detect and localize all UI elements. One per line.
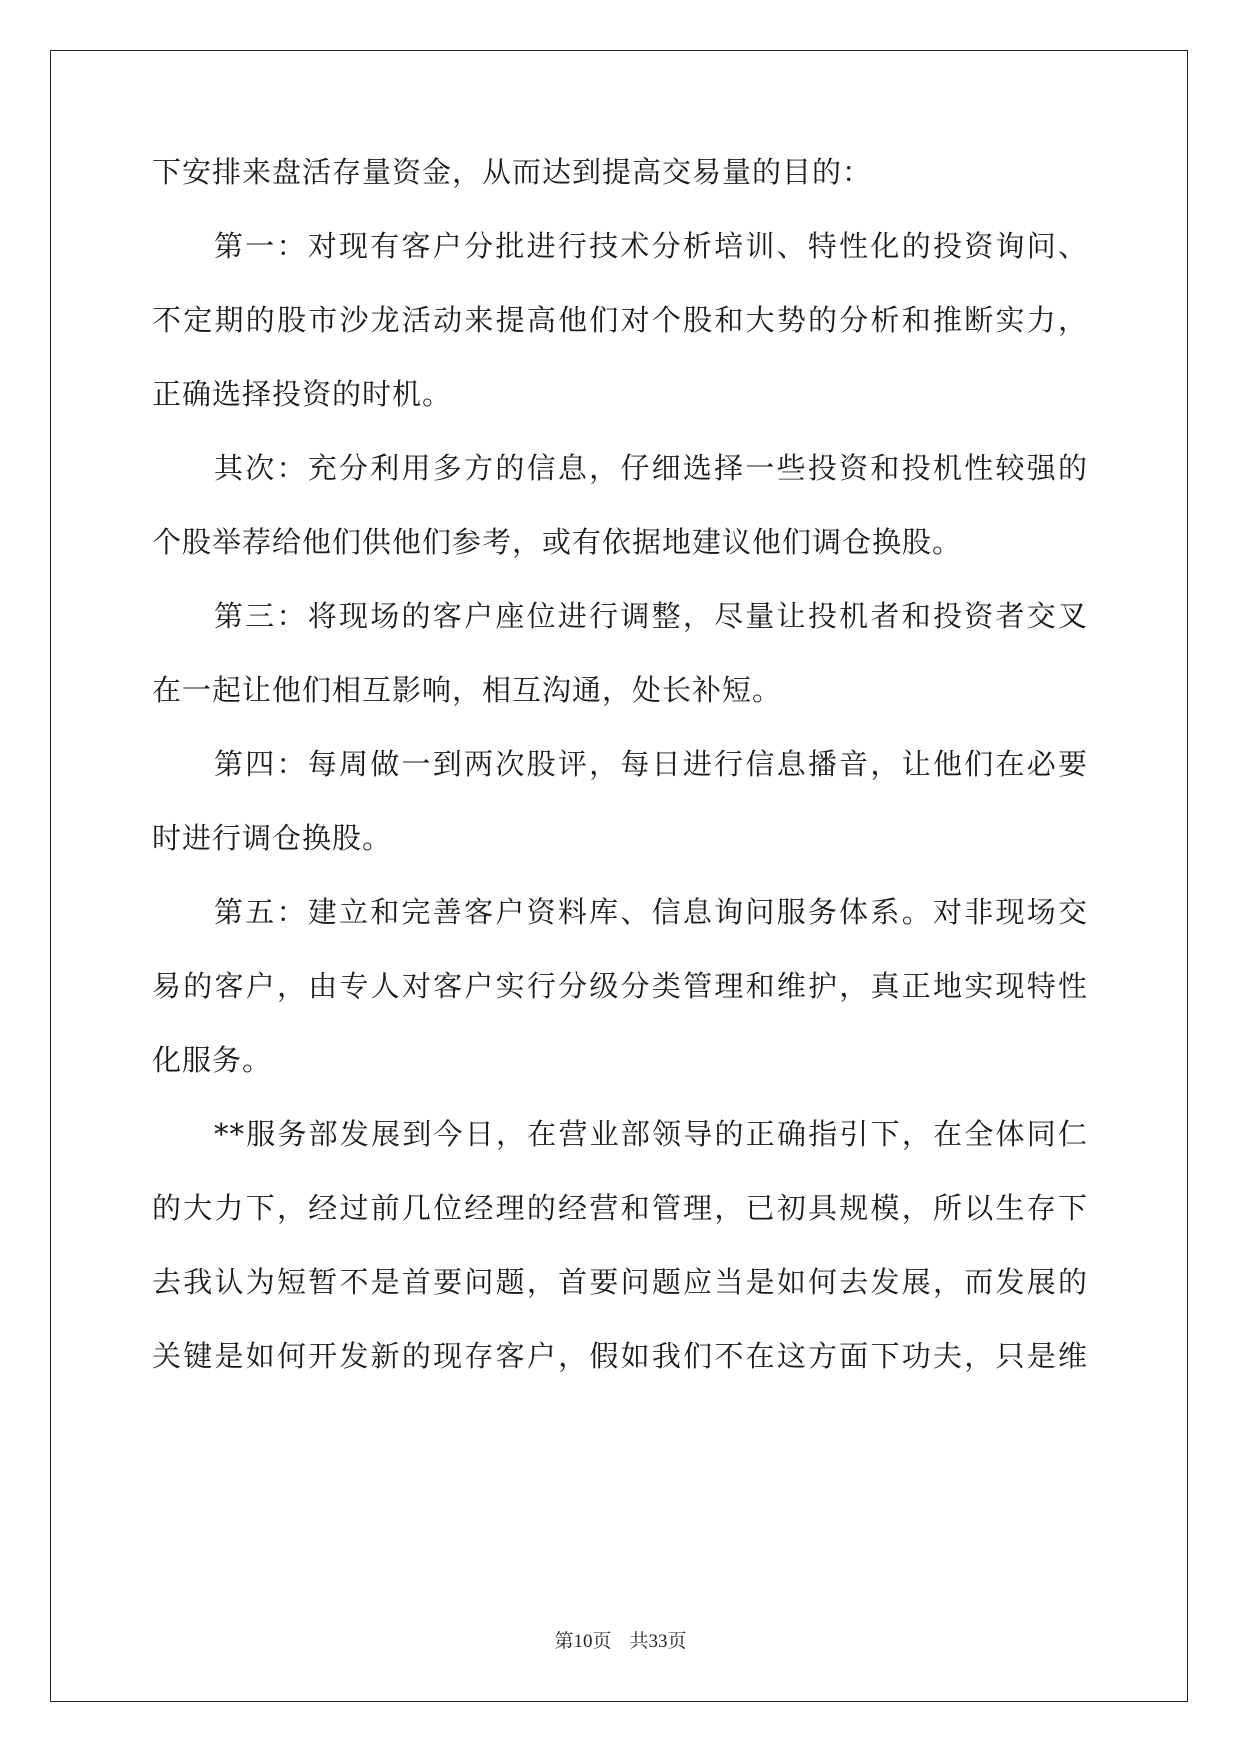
text-line: 关键是如何开发新的现存客户，假如我们不在这方面下功夫，只是维 [152,1339,1088,1373]
text-line: 第一：对现有客户分批进行技术分析培训、特性化的投资询问、 [214,229,1088,263]
text-line: 个股举荐给他们供他们参考，或有依据地建议他们调仓换股。 [152,525,963,559]
page-footer [0,1629,1241,1655]
page-total: 共33页 [629,1631,687,1652]
text-line: 第四：每周做一到两次股评，每日进行信息播音，让他们在必要 [214,747,1088,781]
text-line: 第三：将现场的客户座位进行调整，尽量让投机者和投资者交叉 [214,599,1088,633]
text-line: 易的客户，由专人对客户实行分级分类管理和维护，真正地实现特性 [152,969,1088,1003]
text-line: 化服务。 [152,1043,273,1077]
text-line: 正确选择投资的时机。 [152,377,453,411]
text-line: 的大力下，经过前几位经理的经营和管理，已初具规模，所以生存下 [152,1191,1088,1225]
page-number: 第10页 [554,1631,612,1652]
text-line: 不定期的股市沙龙活动来提高他们对个股和大势的分析和推断实力， [152,303,1088,337]
text-line: 第五：建立和完善客户资料库、信息询问服务体系。对非现场交 [214,895,1088,929]
text-line: **服务部发展到今日，在营业部领导的正确指引下，在全体同仁 [214,1117,1088,1151]
text-line: 其次：充分利用多方的信息，仔细选择一些投资和投机性较强的 [214,451,1088,485]
text-line: 时进行调仓换股。 [152,821,393,855]
text-line: 去我认为短暂不是首要问题，首要问题应当是如何去发展，而发展的 [152,1265,1088,1299]
text-line: 下安排来盘活存量资金，从而达到提高交易量的目的： [152,155,873,189]
text-line: 在一起让他们相互影响，相互沟通，处长补短。 [152,673,783,707]
